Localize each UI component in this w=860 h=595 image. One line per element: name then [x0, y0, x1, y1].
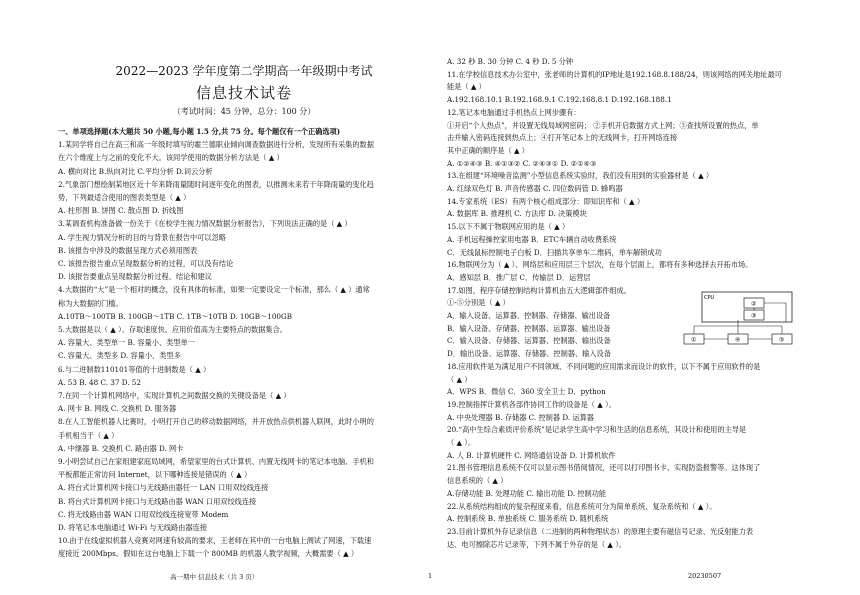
computer-architecture-diagram: [682, 290, 794, 352]
question-line: A. 容量大、类型单一 B. 容量小、类型单一: [58, 338, 195, 348]
question-line: A. 网卡 B. 网线 C. 交换机 D. 服务器: [58, 404, 177, 414]
question-line: 6.与二进制数110101等值的十进制数是（ ▲ ）: [58, 364, 211, 374]
question-line: 称为大数据的门槛。: [58, 298, 123, 308]
node-label-3: ③: [751, 312, 757, 320]
question-line: （ ▲ ）: [447, 374, 472, 384]
question-line: A．感知层 B．推广层 C．传输层 D．运营层: [447, 272, 591, 282]
question-line: 20.“高中生综合素质评价系统”是记录学生高中学习和生活的信息系统，其设计和使用的主导是: [447, 425, 747, 435]
question-line: C．输入设备、存储器、运算器、控制器、输出设备: [447, 336, 611, 346]
exam-info: （考试时间：45 分钟，总分：100 分）: [172, 107, 316, 116]
question-line: A. 中央处理器 B. 存储器 C. 控制器 D. 运算器: [447, 412, 594, 422]
question-line: 17.如图，程序存储控制结构计算机由五大逻辑部件组成。: [447, 285, 631, 295]
question-line: 18.应用软件是为满足用户不同领域、不同问题的应用需求而设计的软件，以下不属于应用软件的是: [447, 361, 761, 371]
question-line: 13.在组建“环境噪音监测”小型信息系统实验时，我们没有用到的实验器材是（ ▲ ）: [447, 171, 714, 181]
question-line: 能是（ ▲ ）: [447, 82, 486, 92]
question-line: A．WPS B．微信 C．360 安全卫士 D．python: [447, 387, 606, 397]
question-line: B. 将台式计算机网卡接口与无线路由器 WAN 口用双绞线连接: [58, 496, 257, 506]
question-line: C. 该报告报告重点呈现数据分析的过程，可以没有结论: [58, 259, 234, 268]
question-line: A. 53 B. 48 C. 37 D. 52: [58, 377, 141, 387]
question-line: A. 横向对比 B.纵向对比 C.平均分析 D.词云分析: [58, 166, 213, 176]
question-line: 2.气象部门想绘制某地区近十年来降雨量随时间逐年变化的图表，以推测未来若干年降雨量的变化趋: [58, 179, 374, 189]
question-line: A. 柱形图 B. 饼图 C. 散点图 D. 折线图: [58, 206, 184, 216]
question-line: 5.大数据是以（ ▲ ）、存取速度快、应用价值高为主要特点的数据集合。: [58, 325, 287, 334]
question-line: A. 将台式计算机网卡接口与无线路由器任一 LAN 口用双绞线连接: [58, 483, 269, 493]
node-label-4: ④: [735, 336, 741, 344]
question-line: 3.某调查机构准备做一份关于《在校学生视力情况数据分析报告》，下列说法正确的是（ ▲ ）: [58, 219, 352, 229]
node-label-5: ⑤: [779, 336, 785, 344]
exam-title: 2022—2023 学年度第二学期高一年级期中考试: [115, 64, 373, 78]
question-line: 在六个维度上与之前的变化不大。该同学使用的数据分析方法是（ ▲ ）: [58, 153, 284, 163]
question-line: 达、电可擦除芯片记录等，下列不属于外存的是（ ▲ ）。: [447, 539, 626, 549]
question-line: 一、单项选择题(本大题共 50 小题,每小题 1.5 分,共 75 分。每个题仅有一个正确选项): [58, 127, 341, 136]
question-line: A.10TB～100TB B. 100GB～1TB C. 1TB～10TB D. 10GB～100GB: [58, 311, 293, 321]
question-line: 21.图书管理信息系统不仅可以显示图书借阅情况，还可以打印图书卡、实现防盗报警等。这体现了: [447, 463, 761, 473]
question-line: D. 将笔记本电脑通过 Wi-Fi 与无线路由器连接: [58, 523, 207, 532]
question-line: 10.由于在线虚拟机器人竞赛对网速有较高的要求，王老师在其中的一台电脑上测试了网速，下载速: [58, 536, 372, 546]
question-line: A. 红绿双色灯 B. 声音传感器 C. 四位数码管 D. 蜂鸣器: [447, 184, 623, 193]
cpu-label: CPU: [704, 295, 715, 301]
diagram-connectors: [694, 300, 786, 339]
node-label-2: ②: [751, 300, 757, 308]
question-line: 19.控制指挥计算机各部件协同工作的设备是（ ▲ ）。: [447, 399, 616, 409]
cpu-box: [702, 292, 792, 322]
footer-left: 高一期中 信息技术（共 3 页）: [170, 573, 259, 581]
node-label-1: ①: [691, 336, 697, 344]
question-line: 4.大数据的“大”是一个相对的概念，没有具体的标准，如果一定要设定一个标准，那么（ ▲ ）通常: [58, 285, 370, 295]
question-line: 23.目前计算机外存记录信息（二进制的两种物理状态）的原理主要有磁信号记录、光反射能力表: [447, 526, 754, 536]
question-line: C．无线鼠标控制电子白板 D．扫描共享单车二维码，单车解锁成功: [447, 247, 662, 257]
question-line: 16.物联网分为（ ▲ ）、网络层和应用层三个层次，在每个层面上，都将有多种选择去开拓市场。: [447, 260, 753, 270]
question-line: A. 数据库 B. 推理机 C. 方法库 D. 决策模块: [447, 209, 587, 219]
question-line: B. 该报告中涉及的数据呈现方式必须用图表: [58, 245, 198, 255]
question-line: A. ①②④③ B. ④①③② C. ②④③① D. ②①④③: [447, 158, 597, 168]
question-line: D. 该报告要重点呈现数据分析过程、结论和建议: [58, 272, 212, 282]
question-line: 9.小明尝试自己在家组建家庭局域网，希望家里的台式计算机、内置无线网卡的笔记本电脑、手机和: [58, 457, 374, 466]
question-line: A. 控制系统 B. 单独系统 C. 服务系统 D. 随机系统: [447, 514, 609, 524]
question-line: A．输入设备、运算器、控制器、存储器、输出设备: [447, 311, 611, 320]
question-line: A.存储功能 B. 处理功能 C. 输出功能 D. 控制功能: [447, 488, 607, 498]
question-line: A. 中继器 B. 交换机 C. 路由器 D. 网卡: [58, 443, 184, 453]
question-line: 信息系统的（ ▲ ）: [447, 476, 508, 486]
question-line: 22.从系统结构组成的复杂程度来看，信息系统可分为简单系统、复杂系统和（ ▲ ）。: [447, 501, 717, 511]
question-line: 手机相当于（ ▲ ）: [58, 430, 119, 440]
question-line: （ ▲ ）。: [447, 438, 476, 447]
question-line: 8.在人工智能机器人比赛时，小明打开自己的移动数据网络，并开放热点供机器人联网，此时小明的: [58, 417, 374, 427]
question-line: ①-⑤分别是（ ▲ ）: [447, 298, 510, 308]
question-line: A. 人 B. 计算机硬件 C. 网络通信设备 D. 计算机软件: [447, 450, 616, 460]
footer-date: 20230507: [688, 572, 722, 580]
question-line: B．输入设备、存储器、控制器、运算器、输出设备: [447, 323, 611, 333]
question-line: 平板都能正常访问 Internet，以下哪种连接是错误的（ ▲ ）: [58, 470, 252, 480]
question-line: 11.在学校信息技术办公室中，张老师的计算机的IP地址是192.168.8.188/24，则该网络的网关地址最可: [447, 69, 782, 79]
question-line: A. 32 秒 B. 30 分钟 C. 4 秒 D. 5 分钟: [447, 57, 574, 66]
question-line: ①开启“个人热点”，并设置无线局域网密码； ②手机开启数据方式上网；③查找所设置的热点，单: [447, 120, 759, 130]
question-line: C. 将无线路由器 WAN 口用双绞线连接宽带 Modem: [58, 509, 229, 519]
question-line: 14.专家系统（ES）有两个核心组成部分：即知识库和（ ▲ ）: [447, 196, 645, 206]
footer-page-number: 1: [428, 572, 433, 580]
question-line: A. 手机远程操控家用电器 B．ETC车辆自动收费系统: [447, 234, 617, 244]
question-line: 其中正确的顺序是（ ▲ ）: [447, 145, 529, 155]
question-line: 势，下列最适合使用的图表类型是（ ▲ ）: [58, 193, 191, 202]
question-line: 击并输入密码连接到热点上；④打开笔记本上的无线网卡，打开网络连接: [447, 133, 678, 143]
question-line: A.192.168.10.1 B.192.168.9.1 C.192.168.8.1 D.192.168.188.1: [447, 95, 672, 105]
question-line: 7.在同一个计算机网络中，实现计算机之间数据交换的关键设备是（ ▲ ）: [58, 391, 291, 400]
subject-title: 信息技术试卷: [195, 84, 292, 102]
question-line: D．输出设备、运算器、存储器、控制器、输入设备: [447, 349, 611, 359]
question-line: A. 学生视力情况分析的目的与背景在报告中可以忽略: [58, 232, 226, 242]
question-line: 1.某同学将自己在高三和高一年级时填写的霍兰德职业倾向调查数据进行分析，发现所有采集的数据: [58, 140, 374, 150]
question-line: 度接近 200Mbps。假如在这台电脑上下载一个 800MB 的机器人教学视频，大概需要（ ▲ ）: [58, 549, 359, 559]
question-line: C. 容量大、类型多 D. 容量小、类型多: [58, 351, 181, 361]
question-line: 12.笔记本电脑通过手机热点上网步骤有：: [447, 107, 581, 117]
question-line: 15.以下不属于物联网应用的是（ ▲ ）: [447, 222, 570, 232]
